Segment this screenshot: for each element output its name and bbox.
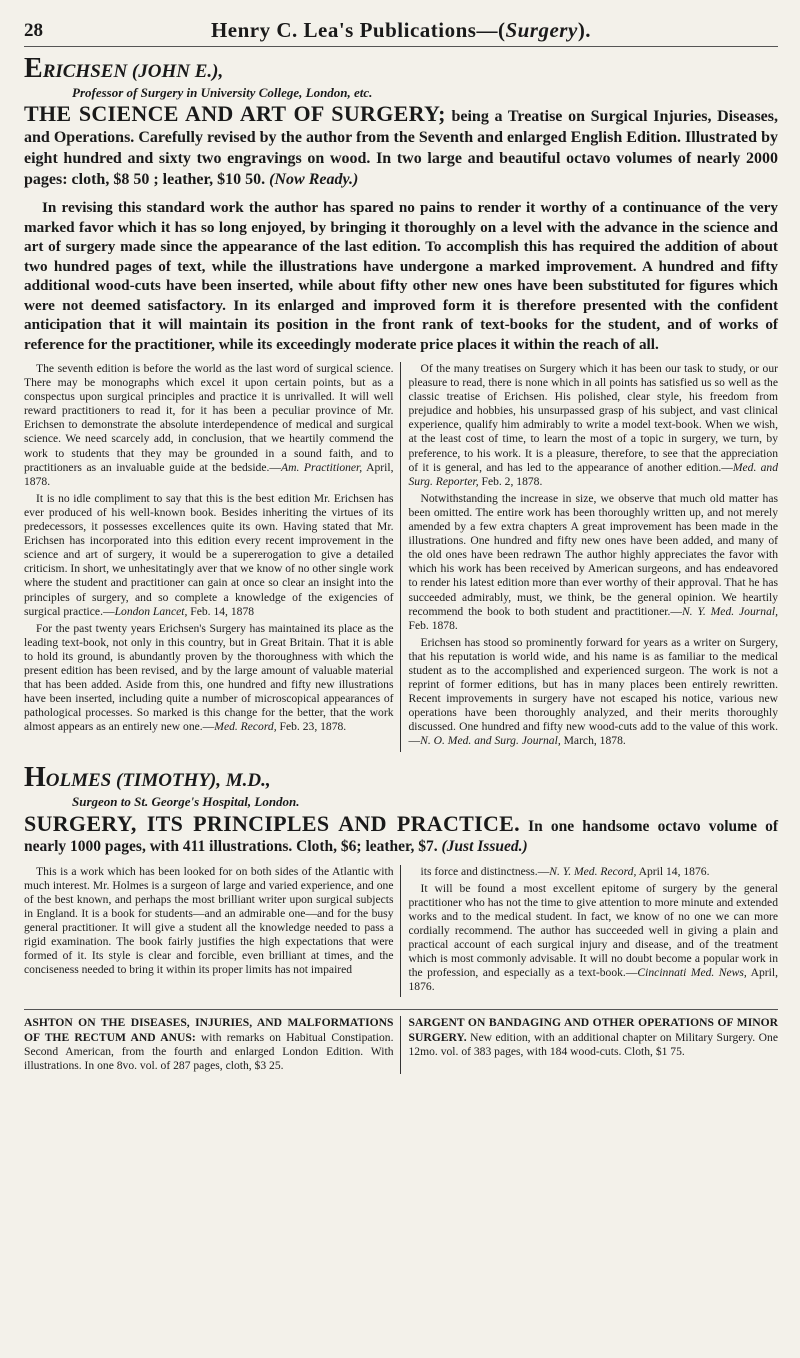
holmes-author-heading: HOLMES (TIMOTHY), M.D.,	[24, 761, 271, 793]
review-paragraph: It is no idle compliment to say that this is the best edition Mr. Erichsen has ever produced of his well-known book. Besides inheriting the virtues of its predecessors, it possesses excellences quite its own. Having stated that Mr. Erichsen has incorporated into this edition every recent improvement in the science and art of surgery, it would be a supererogation to give a detailed criticism. In short, we unhesitatingly aver that we know of no other single work where the student and practitioner can gain at once so clear an insight into the principles of surgery, and so complete a knowledge of the exigencies of surgical practice.—London Lancet, Feb. 14, 1878	[24, 491, 394, 618]
review-column-right	[401, 362, 779, 752]
holmes-affiliation: Surgeon to St. George's Hospital, London.	[72, 793, 300, 809]
review-paragraph: It will be found a most excellent epitome of surgery by the general practitioner who has not the time to give attention to more minute and extended works and to the medical student. In fact, we know of no one we can more cordially recommend. The author has succeeded well in giving a plain and practical account of each surgical injury and disease, and of the treatment which is most commonly advisable. It will no doubt become a popular work in the profession, and especially as a text-book.—Cincinnati Med. News, April, 1876.	[408, 881, 778, 994]
erichsen-book-listing	[24, 103, 778, 190]
review-paragraph: This is a work which has been looked for on both sides of the Atlantic with much interest. Mr. Holmes is a surgeon of large and varied experience, and one of the best known, and perhaps the most brilliant writer upon surgical subjects in England. It is a book for students—and an admirable one—and for the busy general practitioner. It will give a student all the knowledge needed to pass a rigid examination. The book fairly justifies the high expectations that were formed of it. Its style is clear and forcible, even brilliant at times, and the conciseness needed to bring it within its proper limits has not impaired	[24, 864, 394, 977]
review-source: Cincinnati Med. News,	[637, 966, 747, 980]
book-description: In one handsome octavo volume of nearly 1000 pages, with 411 illustrations. Cloth, $6; leather, $7.	[24, 817, 778, 855]
review-paragraph: Erichsen has stood so prominently forward for years as a writer on Surgery, that his reputation is world wide, and his name is as familiar to the medical student as to the accomplished and experienced surgeon. The work is not a reprint of former editions, but has in many places been entirely rewritten. Recent improvements in surgery have not escaped his notice, various new operations have been thoroughly analyzed, and their merits thoroughly discussed. One hundred and fifty new wood-cuts add to the value of this work.—N. O. Med. and Surg. Journal, March, 1878.	[408, 635, 778, 748]
review-date: Feb. 14, 1878	[187, 604, 255, 618]
review-column-left	[24, 362, 401, 752]
review-column-right	[401, 865, 779, 998]
review-source: Med. and Surg. Reporter,	[408, 460, 778, 488]
review-date: Feb. 23, 1878.	[276, 720, 347, 734]
running-title: Henry C. Lea's Publications—(Surgery).	[210, 18, 592, 42]
review-source: N. Y. Med. Record,	[549, 864, 637, 878]
divider	[24, 1009, 778, 1010]
review-paragraph: Notwithstanding the increase in size, we observe that much old matter has been omitted. The entire work has been thoroughly written up, and not merely amended by a few extra chapters A great improvement has been made in the illustrations. One hundred and fifty new ones have been added, and many of the old ones have been redrawn The author highly appreciates the favor with which his work has been received by American surgeons, and has endeavored to render his latest edition more than ever worthy of their approval. That he has succeeded admirably, must, we think, be the general opinion. We heartily recommend the book to both student and practitioner.—N. Y. Med. Journal, Feb. 1878.	[408, 491, 778, 632]
availability-note: (Now Ready.)	[269, 171, 359, 188]
review-source: N. O. Med. and Surg. Journal,	[420, 734, 561, 748]
holmes-reviews	[24, 865, 778, 998]
running-head	[24, 14, 778, 47]
review-source: London Lancet,	[114, 604, 188, 618]
review-date: March, 1878.	[560, 734, 626, 748]
review-source: N. Y. Med. Journal,	[681, 604, 778, 618]
review-paragraph: The seventh edition is before the world as the last word of surgical science. There may be monographs which excel it upon certain points, but as a conspectus upon surgical principles and practice it is unrivalled. It will well reward practitioners to read it, for it has been a peculiar province of Mr. Erichsen to demonstrate the absolute interdependence of medical and surgical science. We need scarcely add, in conclusion, that we heartily commend the work to students that they may be grounded in a sound faith, and to practitioners as an invaluable guide at the bedside.—Am. Practitioner, April, 1878.	[24, 362, 394, 488]
erichsen-introduction: In revising this standard work the author has spared no pains to render it worthy of a continuance of the very marked favor which it has so long enjoyed, by bringing it thoroughly on a level with the advance in the science and art of surgery made since the appearance of the last edition. To accomplish this has required the addition of about two hundred pages of text, while the illustrations have undergone a marked improvement. A hundred and fifty additional wood-cuts have been inserted, while about fifty other new ones have been substituted for figures which were not deemed satisfactory. In its enlarged and improved form it is therefore presented with the confident anticipation that it will maintain its position in the front rank of text-books for the student, and of works of reference for the practitioner, while its exceedingly moderate price places it within the reach of all.	[24, 199, 778, 353]
sargent-notice: SARGENT ON BANDAGING AND OTHER OPERATIONS OF MINOR SURGERY. New edition, with an additional chapter on Military Surgery. One 12mo. vol. of 383 pages, with 184 wood-cuts. Cloth, $1 75.	[408, 1016, 778, 1058]
review-paragraph: Of the many treatises on Surgery which it has been our task to study, or our pleasure to read, there is none which in all points has satisfied us so well as the classic treatise of Erichsen. His polished, clear style, his freedom from prejudice and hobbies, his unsurpassed grasp of his subject, and vast clinical experience, qualify him admirably to write a model text-book. When we wish, at the least cost of time, to learn the most of a topic in surgery, we turn, by preference, to his work. It is a pleasure, therefore, to see that the appreciation of it is general, and has led to the appearance of another edition.—Med. and Surg. Reporter, Feb. 2, 1878.	[408, 362, 778, 488]
page-number: 28	[24, 20, 43, 41]
review-date: April 14, 1876.	[636, 864, 710, 878]
availability-note: (Just Issued.)	[441, 837, 528, 855]
book-title: THE SCIENCE AND ART OF SURGERY;	[24, 101, 446, 126]
book-title: SURGERY, ITS PRINCIPLES AND PRACTICE.	[24, 810, 520, 836]
review-date: April, 1876.	[408, 966, 778, 994]
review-date: Feb. 2, 1878.	[478, 474, 543, 488]
review-paragraph: its force and distinctness.—N. Y. Med. Record, April 14, 1876.	[420, 864, 710, 878]
short-notices	[24, 1016, 778, 1073]
review-column-left	[24, 865, 401, 998]
review-source: Am. Practitioner,	[280, 460, 363, 474]
ashton-notice: ASHTON ON THE DISEASES, INJURIES, AND MALFORMATIONS OF THE RECTUM AND ANUS: with remarks on Habitual Constipation. Second American, from the fourth and enlarged London Edition. With illustrations. In one 8vo. vol. of 287 pages, cloth, $3 25.	[24, 1016, 401, 1073]
review-source: Med. Record,	[214, 720, 277, 734]
review-date: Feb. 1878.	[408, 618, 458, 632]
book-description: being a Treatise on Surgical Injuries, Diseases, and Operations. Carefully revised by the author from the Seventh and enlarged English Edition. Illustrated by eight hundred and sixty two engravings on wood. In two large and beautiful octavo volumes of nearly 2000 pages: cloth, $8 50 ; leather, $10 50.	[24, 108, 779, 188]
review-paragraph: For the past twenty years Erichsen's Surgery has maintained its place as the leading text-book, not only in this country, but in Great Britain. That it is able to hold its ground, is abundantly proven by the thoroughness with which the present edition has been revised, and by the large amount of valuable material that has been added. Aside from this, one hundred and fifty new illustrations have been inserted, including quite a number of microscopical appearances of pathological processes. So marked is this change for the better, that the work almost appears as an entirely new one.—Med. Record, Feb. 23, 1878.	[24, 621, 394, 734]
review-date: April, 1878.	[24, 460, 394, 488]
drop-initial: E	[24, 53, 43, 84]
drop-initial: H	[24, 761, 46, 793]
erichsen-author-heading: ERICHSEN (JOHN E.),	[24, 53, 224, 84]
erichsen-affiliation: Professor of Surgery in University College, London, etc.	[72, 85, 373, 100]
erichsen-reviews	[24, 362, 778, 752]
holmes-book-listing	[24, 810, 778, 857]
